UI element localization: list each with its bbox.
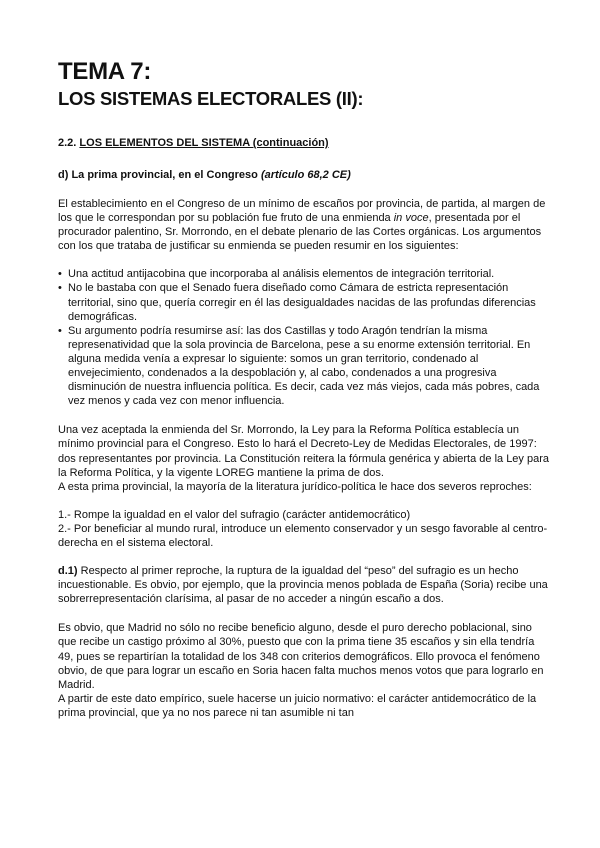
argument-list [58,267,550,408]
paragraph-reproaches-intro: A esta prima provincial, la mayoría de la literatura jurídico-política le hace dos severos reproches: [58,480,532,493]
paragraph-madrid: Es obvio, que Madrid no sólo no recibe beneficio alguno, desde el puro derecho poblacional, sino que recibe un castigo próximo al 30%, puesto que con la prima tiene 35 escaños y sin ella tendría 49, pues se repartirían la totalidad de los 348 con criterios demográficos. Ello provoca el fenómeno obvio, de que para lograr un escaño en Soria hacen falta muchos menos votos que para lograrlo en Madrid. [58,622,544,691]
section-title: LOS ELEMENTOS DEL SISTEMA (continuación) [79,137,329,149]
page-title: TEMA 7: [58,58,152,85]
document-page [58,58,550,720]
paragraph-d1 [58,564,550,606]
d1-text: Respecto al primer reproche, la ruptura de la igualdad del “peso” del sufragio es un hecho incuestionable. Es obvio, por ejemplo, que la provincia menos poblada de España (Soria) recibe una sobrerrepresentación clarísima, al pasar de no acceder a ningún escaño a dos. [58,565,548,606]
page-subtitle: LOS SISTEMAS ELECTORALES (II): [58,88,364,109]
subsection-title: d) La prima provincial, en el Congreso [58,169,261,181]
paragraph-normative: A partir de este dato empírico, suele hacerse un juicio normativo: el carácter antidemocrático de la prima provincial, que ya no nos parece ni tan asumible ni tan [58,692,537,719]
d1-label: d.1) [58,565,78,578]
list-item: • No le bastaba con que el Senado fuera diseñado como Cámara de estricta representación territorial, sino que, quería corregir en él las desigualdades nacidas de las profundas diferencias demográficas. [58,281,550,323]
intro-paragraph [58,197,550,253]
intro-text-after: , presentada por el procurador palentino, Sr. Morrondo, en el debate plenario de las Cortes orgánicas. Los argumentos con los que trataba de justificar su enmienda se pueden resumir en los siguientes: [58,212,542,253]
list-item: • Una actitud antijacobina que incorporaba al análisis elementos de integración territorial. [58,267,550,281]
intro-text-before: El establecimiento en el Congreso de un mínimo de escaños por provincia, de partida, al margen de los que le correspondan por su población fue fruto de una enmienda [58,198,546,225]
paragraph-reform: Una vez aceptada la enmienda del Sr. Morrondo, la Ley para la Reforma Política establecía un mínimo provincial para el Congreso. Esto lo hará el Decreto-Ley de Medidas Electorales, de 1997: dos representantes por provincia. La Constitución reitera la fórmula genérica y abierta de la Ley para la Reforma Política, y la vigente LOREG mantiene la prima de dos. [58,424,549,479]
intro-italic: in voce [393,212,429,225]
subsection-heading [58,168,550,182]
reproach-item: 1.- Rompe la igualdad en el valor del sufragio (carácter antidemocrático) [58,508,411,521]
subsection-article: (artículo 68,2 CE) [260,169,351,181]
list-item: • Su argumento podría resumirse así: las dos Castillas y todo Aragón tendrían la misma represenatividad que la sola provincia de Barcelona, pese a su enorme extensión territorial. En alguna medida venía a expresar lo siguiente: somos un gran territorio, condenado al envejecimiento, condenados a la despoblación y, al cabo, condenados a una progresiva disminución de nuestra influencia política. Es decir, cada vez más viejos, cada más pobres, cada vez menos y cada vez con menor influencia. [58,324,550,409]
section-number: 2.2. [58,137,77,149]
section-heading [58,136,550,150]
reproach-item: 2.- Por beneficiar al mundo rural, introduce un elemento conservador y un sesgo favorable al centro-derecha en el sistema electoral. [58,522,548,549]
